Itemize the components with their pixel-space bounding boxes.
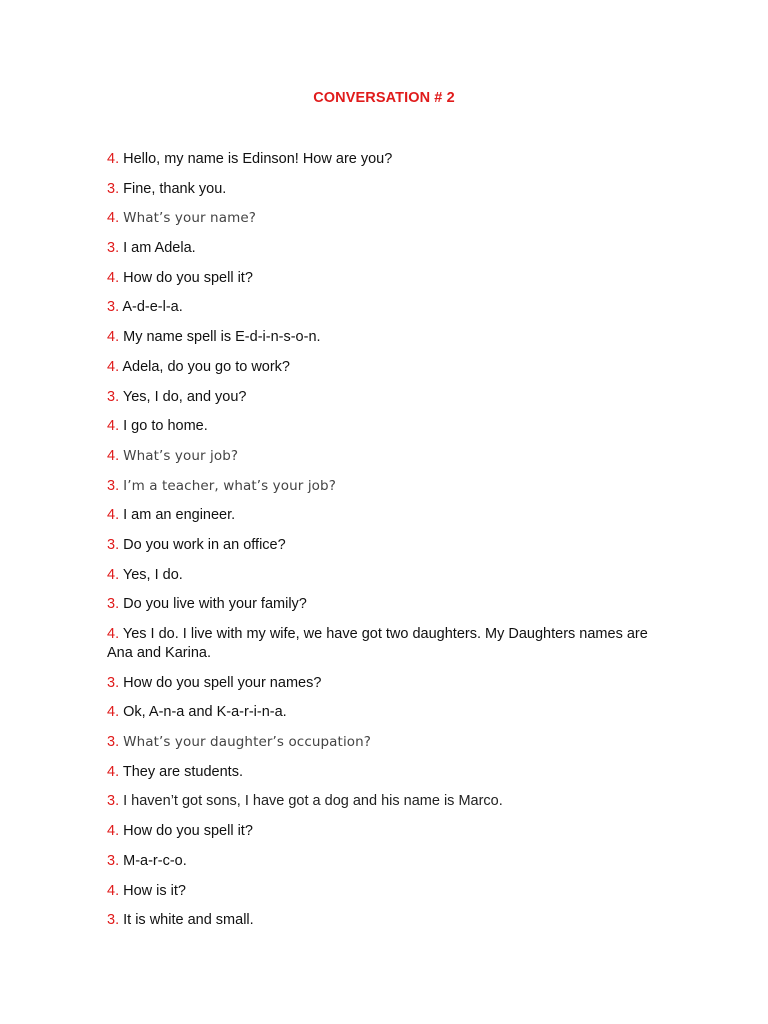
conversation-line: [107, 298, 667, 317]
conversation-line: [107, 625, 667, 663]
line-text: What’s your job?: [123, 447, 239, 464]
line-text: My name spell is E-d-i-n-s-o-n.: [123, 329, 321, 346]
conversation-line: [107, 269, 667, 288]
speaker-number: 3.: [107, 734, 120, 751]
conversation-line: [107, 822, 667, 841]
conversation-line: [107, 239, 667, 258]
document-title: CONVERSATION # 2: [313, 90, 455, 106]
line-text: Yes I do. I live with my wife, we have got two daughters. My Daughters names are Ana and Karina.: [107, 626, 648, 661]
line-text: Hello, my name is Edinson! How are you?: [123, 151, 393, 167]
line-text: How do you spell it?: [123, 823, 253, 840]
speaker-number: 3.: [107, 793, 120, 810]
line-text: I go to home.: [123, 418, 208, 435]
line-text: I am an engineer.: [123, 507, 236, 524]
line-text: What’s your name?: [123, 210, 257, 227]
speaker-number: 3.: [107, 852, 120, 869]
conversation-line: [107, 447, 667, 466]
speaker-number: 3.: [107, 299, 120, 316]
conversation-line: [107, 911, 667, 930]
speaker-number: 4.: [107, 823, 120, 840]
speaker-number: 4.: [107, 704, 120, 721]
speaker-number: 4.: [107, 507, 120, 524]
line-text: Yes, I do.: [122, 566, 183, 583]
speaker-number: 3.: [107, 180, 120, 197]
line-text: Do you work in an office?: [123, 536, 286, 553]
line-text: I’m a teacher, what’s your job?: [123, 477, 336, 494]
conversation-line: [107, 566, 667, 585]
conversation-line: [107, 180, 667, 199]
speaker-number: 4.: [107, 269, 120, 286]
conversation-line: [107, 595, 667, 614]
conversation-line: [107, 388, 667, 407]
speaker-number: 3.: [107, 536, 120, 553]
line-text: How do you spell it?: [123, 269, 253, 286]
line-text: How is it?: [123, 882, 186, 899]
conversation-line: [107, 792, 667, 811]
conversation-line: [107, 733, 667, 752]
speaker-number: 4.: [107, 151, 120, 167]
conversation-line: [107, 763, 667, 782]
conversation-line: [107, 506, 667, 525]
line-text: Fine, thank you.: [123, 180, 227, 197]
line-text: I am Adela.: [123, 240, 196, 257]
line-text: How do you spell your names?: [123, 674, 322, 691]
speaker-number: 4.: [107, 329, 120, 346]
line-text: A-d-e-l-a.: [122, 299, 183, 316]
speaker-number: 3.: [107, 596, 120, 613]
speaker-number: 3.: [107, 912, 120, 929]
conversation-line: [107, 703, 667, 722]
conversation-line: [107, 209, 667, 228]
line-text: Adela, do you go to work?: [122, 358, 290, 375]
speaker-number: 4.: [107, 418, 120, 435]
line-text: Ok, A-n-a and K-a-r-i-n-a.: [123, 704, 287, 721]
speaker-number: 3.: [107, 240, 120, 257]
speaker-number: 4.: [107, 763, 120, 780]
speaker-number: 3.: [107, 477, 120, 494]
conversation-line: [107, 358, 667, 377]
line-text: M-a-r-c-o.: [123, 852, 187, 869]
conversation-line: [107, 536, 667, 555]
speaker-number: 4.: [107, 566, 120, 583]
conversation-line: [107, 852, 667, 871]
speaker-number: 4.: [107, 882, 120, 899]
line-text: What’s your daughter’s occupation?: [123, 734, 372, 751]
conversation-line: [107, 417, 667, 436]
conversation-line: [107, 328, 667, 347]
speaker-number: 4.: [107, 447, 120, 464]
speaker-number: 3.: [107, 388, 120, 405]
line-text: I haven’t got sons, I have got a dog and his name is Marco.: [123, 793, 503, 810]
conversation-lines: [107, 150, 667, 941]
conversation-line: [107, 674, 667, 693]
conversation-line: [107, 882, 667, 901]
speaker-number: 4.: [107, 626, 120, 642]
speaker-number: 4.: [107, 210, 120, 227]
conversation-line: [107, 477, 667, 496]
speaker-number: 4.: [107, 358, 120, 375]
line-text: Yes, I do, and you?: [122, 388, 247, 405]
speaker-number: 3.: [107, 674, 120, 691]
conversation-line: [107, 150, 667, 169]
line-text: They are students.: [122, 763, 243, 780]
line-text: Do you live with your family?: [123, 596, 307, 613]
line-text: It is white and small.: [123, 912, 254, 929]
